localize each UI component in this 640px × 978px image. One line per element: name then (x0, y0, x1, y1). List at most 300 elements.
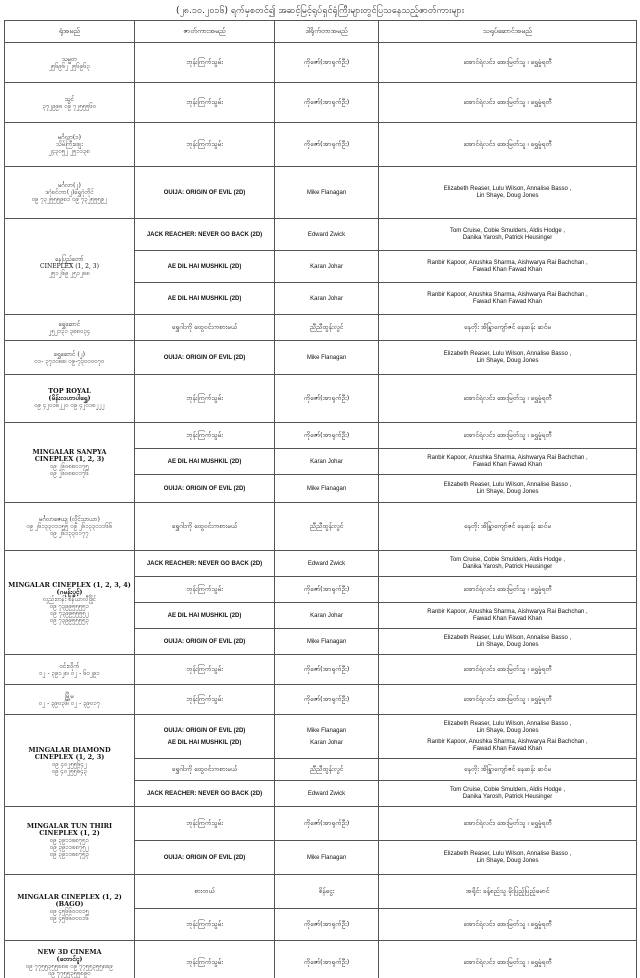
cast-block (381, 584, 634, 595)
theatre-cell (5, 715, 135, 807)
cast-cell (379, 715, 637, 759)
film-cell (135, 551, 275, 577)
cast-block (381, 607, 634, 625)
cast-line: အောင်ရဲလင်း၊ အေးမြတ်သူ ၊ ရွှေမှုံရတီ (463, 958, 552, 966)
theatre-cell (5, 341, 135, 375)
cast-block (381, 393, 634, 404)
film-cell (135, 423, 275, 449)
table-row (5, 503, 637, 551)
director-cell (275, 283, 379, 315)
director-cell (275, 551, 379, 577)
film-cell (135, 449, 275, 475)
cast-line: Tom Cruise, Cobie Smulders, Aldis Hodge , (449, 227, 566, 234)
director-name: ညီညီထွန်းလွင် (309, 522, 344, 530)
cast-line: အောင်ရဲလင်း၊ အေးမြတ်သူ ၊ ရွှေမှုံရတီ (463, 431, 552, 439)
theatre-subname: (BAGO) (55, 899, 84, 908)
theatre-name: သွင် (64, 95, 75, 103)
cast-cell (379, 655, 637, 685)
film-title: AE DIL HAI MUSHKIL (2D) (167, 263, 242, 270)
cast-cell (379, 781, 637, 807)
film-title: AE DIL HAI MUSHKIL (2D) (167, 739, 242, 746)
theatre-name: MINGALAR CINEPLEX (1, 2, 3, 4) (8, 580, 131, 589)
cast-line: Elizabeth Reaser, Lulu Wilson, Annalise Basso , (443, 350, 572, 357)
table-row (5, 875, 637, 909)
table-row (5, 655, 637, 685)
cast-line: Fawad Khan Fawad Khan (472, 266, 543, 273)
theatre-phone: ဝ၉ ၂၆၁၃၃၀၁၇၇ (50, 530, 89, 537)
cast-line: Fawad Khan Fawad Khan (472, 615, 543, 622)
director-name: Karan Johar (310, 295, 343, 302)
theatre-name: မင်္ဂလာဇေယျ (လှိုင်သာယာ) (39, 516, 100, 523)
film-title: JACK REACHER: NEVER GO BACK (2D) (146, 560, 263, 567)
theatre-cell (5, 551, 135, 655)
cast-cell (379, 219, 637, 251)
film-title: AE DIL HAI MUSHKIL (2D) (167, 458, 242, 465)
director-cell (275, 375, 379, 423)
film-cell (135, 341, 275, 375)
cast-cell (379, 283, 637, 315)
film-cell (135, 577, 275, 603)
film-title: ဘုန်းကြက်သွမ်း (186, 920, 223, 928)
theatre-phone: ဝ၉ ၂၆၀၈၈၀၁၇၅ (50, 462, 89, 470)
director-name: ကိုဇော်(အာရုက်ဦး) (303, 394, 350, 402)
film-title: ဘုန်းကြက်သွမ်း (186, 585, 223, 593)
director-name: ကိုဇော်(အာရုက်ဦး) (303, 958, 350, 966)
film-cell (135, 841, 275, 875)
cast-block (381, 139, 634, 150)
film-title: OUIJA: ORIGIN OF EVIL (2D) (163, 354, 246, 361)
director-cell (275, 807, 379, 841)
director-name: Karan Johar (310, 612, 343, 619)
director-cell (275, 251, 379, 283)
cast-line: Fawad Khan Fawad Khan (472, 461, 543, 468)
theatre-name: MINGALAR TUN THIRI (26, 822, 113, 830)
cast-line: Ranbir Kapoor, Anushka Sharma, Aishwarya Rai Bachchan , (427, 608, 588, 615)
cast-cell (379, 315, 637, 341)
director-name: Mike Flanagan (306, 727, 347, 734)
theatre-phone: ၂၅၂၁၃၁ ၃၈၈၀၃၄ (48, 327, 91, 335)
cast-line: Lin Shaye, Doug Jones (476, 357, 539, 364)
film-cell (135, 43, 275, 83)
cast-cell (379, 685, 637, 715)
director-cell (275, 759, 379, 781)
theatre-cell (5, 83, 135, 123)
cast-line: အောင်ရဲလင်း၊ အေးမြတ်သူ ၊ ရွှေမှုံရတီ (463, 665, 552, 673)
cast-block (381, 764, 634, 775)
theatre-phone: ၂၅၆၉၆၂ ၂၅၆၉၆၃ (48, 62, 91, 70)
film-title: OUIJA: ORIGIN OF EVIL (2D) (163, 189, 246, 196)
cast-line: Ranbir Kapoor, Anushka Sharma, Aishwarya Rai Bachchan , (427, 738, 588, 745)
director-cell (275, 941, 379, 978)
director-cell (275, 875, 379, 909)
film-title: ဘုန်းကြက်သွမ်း (186, 98, 223, 106)
theatre-phone: ၀၂ - ၃၉၀၃၆၊ ၀၂ - ၃၉၀၁၇ (38, 699, 101, 707)
film-title: ရွှေဂါးကို ထွေဝင်းကစားမယ် (171, 522, 238, 530)
cast-block (381, 97, 634, 108)
theatre-subname: (မိန်းလဟာပါရွှေ) (48, 394, 91, 402)
listings-body (5, 43, 637, 978)
director-name: ကိုဇော်(အာရုက်ဦး) (303, 665, 350, 673)
film-title: ဘုန်းကြက်သွမ်း (186, 695, 223, 703)
cast-line: Danika Yarosh, Patrick Heusinger (462, 234, 553, 241)
cast-line: Lin Shaye, Doug Jones (476, 488, 539, 495)
theatre-phone: ဝ၉ ၇၃၉၉၅၅၅၅၂ (50, 609, 89, 617)
director-name: ကိုဇော်(အာရုက်ဦး) (303, 140, 350, 148)
director-name: ကိုဇော်(အာရုက်ဦး) (303, 585, 350, 593)
table-row (5, 423, 637, 449)
cast-cell (379, 423, 637, 449)
theatre-phone: ဝ၉ ၄၅၆၆၀၀၀၁၅ (49, 907, 90, 915)
film-cell (135, 167, 275, 219)
director-cell (275, 909, 379, 941)
cast-line: နေတိုး အိန္ဒြာကျော်ဇင် နေဆန်း ဆင်မ (463, 765, 552, 773)
theatre-phone: ဝ၉ ၄၀၂၅၅၆၄၂ (52, 760, 87, 768)
director-cell (275, 781, 379, 807)
theatre-phone: ဝ၉ ၃၉၁၁၈၈၇၅၁ (49, 837, 90, 844)
film-block (137, 725, 272, 737)
director-name: ကိုဇော်(အာရုက်ဦး) (303, 431, 350, 439)
film-title: ဘုန်းကြက်သွမ်း (186, 819, 223, 827)
cast-block (381, 785, 634, 803)
theatre-phone: ဝ၉ ၂၆၀၈၈၀၁၇၆ (50, 469, 89, 477)
theatre-cell (5, 655, 135, 685)
film-cell (135, 875, 275, 909)
film-title: ဘုန်းကြက်သွမ်း (186, 58, 223, 66)
film-title: OUIJA: ORIGIN OF EVIL (2D) (163, 854, 246, 861)
director-name: Mike Flanagan (306, 189, 347, 196)
cast-cell (379, 759, 637, 781)
film-title: ရွှေဂါးကို ထွေဝင်းကစားမယ် (171, 323, 238, 331)
theatre-phone: ၂၄၃၀၅၂ ၂၅၁၁၃၈ (48, 148, 91, 155)
film-block (137, 737, 272, 749)
director-cell (275, 475, 379, 503)
theatre-name: ရွှေဆောင် (၂) (54, 350, 85, 358)
film-cell (135, 909, 275, 941)
cast-block (381, 633, 634, 651)
cast-block (381, 555, 634, 573)
film-cell (135, 219, 275, 251)
director-name: Karan Johar (310, 263, 343, 270)
table-row (5, 43, 637, 83)
cast-block (381, 719, 634, 737)
film-cell (135, 807, 275, 841)
cast-line: Ranbir Kapoor, Anushka Sharma, Aishwarya Rai Bachchan , (427, 259, 588, 266)
cast-block (381, 919, 634, 930)
film-title: OUIJA: ORIGIN OF EVIL (2D) (163, 638, 246, 645)
theatre-phone: ဝ၉ ၄၂၀၁၈၂၂၀ ဝ၉ ၄၂၀၁၈၂၂၂ (34, 402, 105, 409)
theatre-cell (5, 219, 135, 315)
director-cell (275, 577, 379, 603)
cast-line: Elizabeth Reaser, Lulu Wilson, Annalise Basso , (443, 720, 572, 727)
cast-block (381, 184, 634, 202)
film-cell (135, 685, 275, 715)
director-cell (275, 715, 379, 759)
cast-line: Lin Shaye, Doug Jones (476, 727, 539, 734)
director-cell (275, 841, 379, 875)
cast-line: Fawad Khan Fawad Khan (472, 745, 543, 752)
theatre-phone: ဝ၉ ၄၀၂၅၅၆၄၃ (51, 767, 88, 775)
cast-cell (379, 123, 637, 167)
table-row (5, 685, 637, 715)
cast-block (381, 521, 634, 532)
theatre-phone: ဝ၉ ၃၉၁၁၈၈၇၅၃ (49, 851, 90, 858)
director-name: Edward Zwick (307, 231, 346, 238)
film-title: JACK REACHER: NEVER GO BACK (2D) (146, 231, 263, 238)
cast-cell (379, 375, 637, 423)
film-cell (135, 475, 275, 503)
table-row (5, 341, 637, 375)
theatre-subname: (ဂမုန်းပွင့်) (56, 587, 83, 596)
theatre-name: ရွှေဆောင် (58, 320, 81, 328)
theatre-phone: ၂၅၁၂၆၉ ၂၅၁၂၈၈ (49, 270, 90, 277)
director-name: ကိုဇော်(အာရုက်ဦး) (303, 920, 350, 928)
theatre-phone: ဒဂုံစင်တာ(၂)ရွှေဂုံတိုင် (45, 189, 94, 196)
cast-block (381, 694, 634, 705)
cast-cell (379, 83, 637, 123)
cast-line: Danika Yarosh, Patrick Heusinger (462, 793, 553, 800)
film-cell (135, 781, 275, 807)
cast-line: နေတိုး အိန္ဒြာကျော်ဇင် နေဆန်း ဆင်မ (463, 522, 552, 530)
table-row (5, 807, 637, 841)
theatre-name: နေပြည်တော် (55, 256, 84, 263)
cast-line: Elizabeth Reaser, Lulu Wilson, Annalise Basso , (443, 481, 572, 488)
director-block (277, 725, 376, 737)
cast-line: Ranbir Kapoor, Anushka Sharma, Aishwarya Rai Bachchan , (427, 454, 588, 461)
director-cell (275, 629, 379, 655)
theatre-name: MINGALAR SANPYA (32, 447, 107, 456)
film-title: AE DIL HAI MUSHKIL (2D) (167, 295, 242, 302)
cast-block (381, 226, 634, 244)
cast-block (381, 664, 634, 675)
cast-line: Elizabeth Reaser, Lulu Wilson, Annalise Basso , (443, 634, 572, 641)
cast-cell (379, 43, 637, 83)
cast-cell (379, 941, 637, 978)
cast-block (381, 322, 634, 333)
director-name: Karan Johar (310, 739, 343, 746)
cast-line: အောင်ရဲလင်း၊ အေးမြတ်သူ ၊ ရွှေမှုံရတီ (463, 585, 552, 593)
cast-block (381, 957, 634, 968)
theatre-cell (5, 43, 135, 83)
director-cell (275, 655, 379, 685)
director-cell (275, 685, 379, 715)
director-name: Mike Flanagan (306, 485, 347, 492)
director-cell (275, 315, 379, 341)
film-cell (135, 603, 275, 629)
cast-block (381, 57, 634, 68)
theatre-cell (5, 315, 135, 341)
theatre-phone: ၃၇၂၉၉၈ ဝ၉ ၇၂၅၅၅၆၀ (42, 102, 97, 110)
cast-cell (379, 629, 637, 655)
cast-line: အောင်ရဲလင်း၊ အေးမြတ်သူ ၊ ရွှေမှုံရတီ (463, 920, 552, 928)
cast-cell (379, 503, 637, 551)
film-title: ရွှေဂါးကို ထွေဝင်းကစားမယ် (171, 765, 238, 773)
theatre-cell (5, 123, 135, 167)
cast-line: Fawad Khan Fawad Khan (472, 298, 543, 305)
theatre-cell (5, 503, 135, 551)
cast-line: နေတိုး အိန္ဒြာကျော်ဇင် နေဆန်း ဆင်မ (463, 323, 552, 331)
theatre-subname: CINEPLEX (1, 2) (39, 829, 100, 837)
director-name: Karan Johar (310, 458, 343, 465)
theatre-name: ဝင်းလိုက် (59, 662, 80, 670)
film-title: ဘုန်းကြက်သွမ်း (186, 958, 223, 966)
theatre-cell (5, 375, 135, 423)
film-cell (135, 759, 275, 781)
film-title: ဘုန်းကြက်သွမ်း (186, 431, 223, 439)
director-name: ညီညီထွန်းလွင် (309, 323, 344, 331)
director-cell (275, 43, 379, 83)
theatre-name: သမ္မတ (61, 55, 78, 63)
film-title: ဘုန်းကြက်သွမ်း (186, 394, 223, 402)
director-name: Mike Flanagan (306, 854, 347, 861)
director-cell (275, 83, 379, 123)
film-cell (135, 503, 275, 551)
theatre-cell (5, 423, 135, 503)
cast-cell (379, 841, 637, 875)
cast-cell (379, 167, 637, 219)
theatre-name: မင်္ဂလာ(၂) (58, 182, 81, 189)
cast-cell (379, 551, 637, 577)
director-cell (275, 503, 379, 551)
director-cell (275, 123, 379, 167)
header-theatre: ရုံအမည် (5, 21, 135, 43)
cast-block (381, 849, 634, 867)
film-cell (135, 655, 275, 685)
theatre-subname: CINEPLEX (1, 2, 3) (34, 454, 105, 463)
theatre-subname: (တောင်ငူ) (56, 954, 83, 963)
cast-cell (379, 341, 637, 375)
director-name: ကိုဇော်(အာရုက်ဦး) (303, 98, 350, 106)
cast-line: Lin Shaye, Doug Jones (476, 192, 539, 199)
film-cell (135, 123, 275, 167)
director-name: ညီညီထွန်းလွင် (309, 765, 344, 773)
theatre-phone: ဝ၉ ၂၆၁၃၃၀၁၁၅၅ ဝ၉ ၂၆၁၃၃၀၁၁၆၆ (26, 523, 113, 530)
cast-block (381, 258, 634, 276)
director-cell (275, 167, 379, 219)
header-cast: သရုပ်ဆောင်အမည် (379, 21, 637, 43)
cast-cell (379, 875, 637, 909)
film-title: OUIJA: ORIGIN OF EVIL (2D) (163, 727, 246, 734)
table-row (5, 375, 637, 423)
theatre-name: MINGALAR DIAMOND (28, 745, 111, 754)
cast-cell (379, 807, 637, 841)
theatre-name: မြို့မ (65, 692, 74, 700)
film-title: စားတယ် (194, 887, 215, 895)
page-title: (၂၈.၁၀.၂၀၁၆) ရက်မှစတင်၍ အဆင့်မြင့်ရုပ်ရှင်ရုံကြီးများတွင်ပြသနေသည့်ဇာတ်ကားများ (175, 6, 465, 16)
theatre-phone: လှည်းတန်း စီနီယာလီဒြိုင် (42, 595, 97, 603)
theatre-name: MINGALAR CINEPLEX (1, 2) (17, 892, 122, 901)
cast-block (381, 349, 634, 367)
theatre-phone: ဝ၉ ၃၉၁၁၈၈၇၅၂ (50, 844, 89, 851)
theatre-phone: ၀၁- ၃၇၁၀၈၈၊ ဝ၉-၇၃၀၀၀၀၇၀ (34, 357, 105, 365)
theatre-cell (5, 875, 135, 941)
cast-cell (379, 577, 637, 603)
theatre-subname: CINEPLEX (1, 2, 3) (34, 752, 105, 761)
film-title: JACK REACHER: NEVER GO BACK (2D) (146, 790, 263, 797)
theatre-phone: ဝ၉ ၇၃၉၉၅၅၅၅၁ (49, 602, 90, 610)
cast-line: Danika Yarosh, Patrick Heusinger (462, 563, 553, 570)
table-row (5, 219, 637, 251)
cast-cell (379, 909, 637, 941)
theatre-name: မင်္ဂလာ(၁) (57, 134, 81, 141)
film-title: ဘုန်းကြက်သွမ်း (186, 140, 223, 148)
film-cell (135, 315, 275, 341)
cast-line: အောင်ရဲလင်း၊ အေးမြတ်သူ ၊ ရွှေမှုံရတီ (463, 58, 552, 66)
table-row (5, 551, 637, 577)
header-director: ဒါရိုက်တာအမည် (275, 21, 379, 43)
cast-block (381, 737, 634, 755)
table-row (5, 315, 637, 341)
cast-cell (379, 251, 637, 283)
cast-line: Elizabeth Reaser, Lulu Wilson, Annalise Basso , (443, 850, 572, 857)
film-title: AE DIL HAI MUSHKIL (2D) (167, 612, 242, 619)
cast-block (381, 453, 634, 471)
theatre-name: TOP ROYAL (48, 387, 91, 395)
film-cell (135, 375, 275, 423)
director-name: ကိုဇော်(အာရုက်ဦး) (303, 819, 350, 827)
director-cell (275, 341, 379, 375)
cast-block (381, 290, 634, 308)
header-row (5, 21, 637, 43)
film-cell (135, 251, 275, 283)
cast-cell (379, 449, 637, 475)
theatre-cell (5, 807, 135, 875)
cast-line: Elizabeth Reaser, Lulu Wilson, Annalise Basso , (443, 185, 572, 192)
cast-block (381, 886, 634, 897)
theatre-phone: ဝ၉ ၇၇၅၅၃၅၅၈၉၀ (48, 969, 91, 977)
film-title: OUIJA: ORIGIN OF EVIL (2D) (163, 485, 246, 492)
cast-block (381, 818, 634, 829)
cast-line: အရိုင်း ခန့်စည်သူ မိုးပြည့်ပြည့်မောင် (465, 887, 550, 895)
theatre-cell (5, 167, 135, 219)
theatre-phone: ဝ၉ ၄၅၆၆၀၀၀၁၆ (49, 914, 90, 922)
director-cell (275, 603, 379, 629)
table-row (5, 83, 637, 123)
table-row (5, 715, 637, 759)
table-row (5, 941, 637, 978)
table-row (5, 123, 637, 167)
cast-block (381, 430, 634, 441)
film-cell (135, 629, 275, 655)
cast-line: Tom Cruise, Cobie Smulders, Aldis Hodge , (449, 556, 566, 563)
cast-line: အောင်ရဲလင်း၊ အေးမြတ်သူ ၊ ရွှေမှုံရတီ (463, 819, 552, 827)
director-name: Mike Flanagan (306, 638, 347, 645)
theatre-name: NEW 3D CINEMA (37, 947, 102, 956)
theatre-cell (5, 685, 135, 715)
film-cell (135, 283, 275, 315)
listings-table (4, 20, 637, 978)
director-name: Edward Zwick (307, 560, 346, 567)
director-cell (275, 219, 379, 251)
cast-line: Lin Shaye, Doug Jones (476, 857, 539, 864)
theatre-phone: သိမ်ကြီးဈေး (56, 141, 83, 148)
director-name: ကိုဇော်(အာရုက်ဦး) (303, 58, 350, 66)
cast-block (381, 480, 634, 498)
theatre-subname: CINEPLEX (1, 2, 3) (40, 263, 99, 270)
director-name: Edward Zwick (307, 790, 346, 797)
director-name: ကိုဇော်(အာရုက်ဦး) (303, 695, 350, 703)
cast-line: အောင်ရဲလင်း၊ အေးမြတ်သူ ၊ ရွှေမှုံရတီ (463, 695, 552, 703)
theatre-phone: ၀၂ - ၃၉၁၂၈၊ ၀၂ - ၆၀၂၉၁ (39, 669, 100, 677)
cast-cell (379, 603, 637, 629)
film-cell (135, 715, 275, 759)
cast-line: အောင်ရဲလင်း၊ အေးမြတ်သူ ၊ ရွှေမှုံရတီ (463, 98, 552, 106)
theatre-phone: ဝ၉ ၇၇၅၅၃၅၅၈၈၈ ဝ၉ ၇၇၅၅၃၅၅၈၈၉ (26, 962, 113, 970)
director-name: စိန်ငွေး (318, 887, 335, 895)
director-cell (275, 423, 379, 449)
theatre-phone: ဝ၉ ၇၃၉၉၅၅၅၅၃ (49, 616, 90, 624)
film-cell (135, 941, 275, 978)
film-cell (135, 83, 275, 123)
